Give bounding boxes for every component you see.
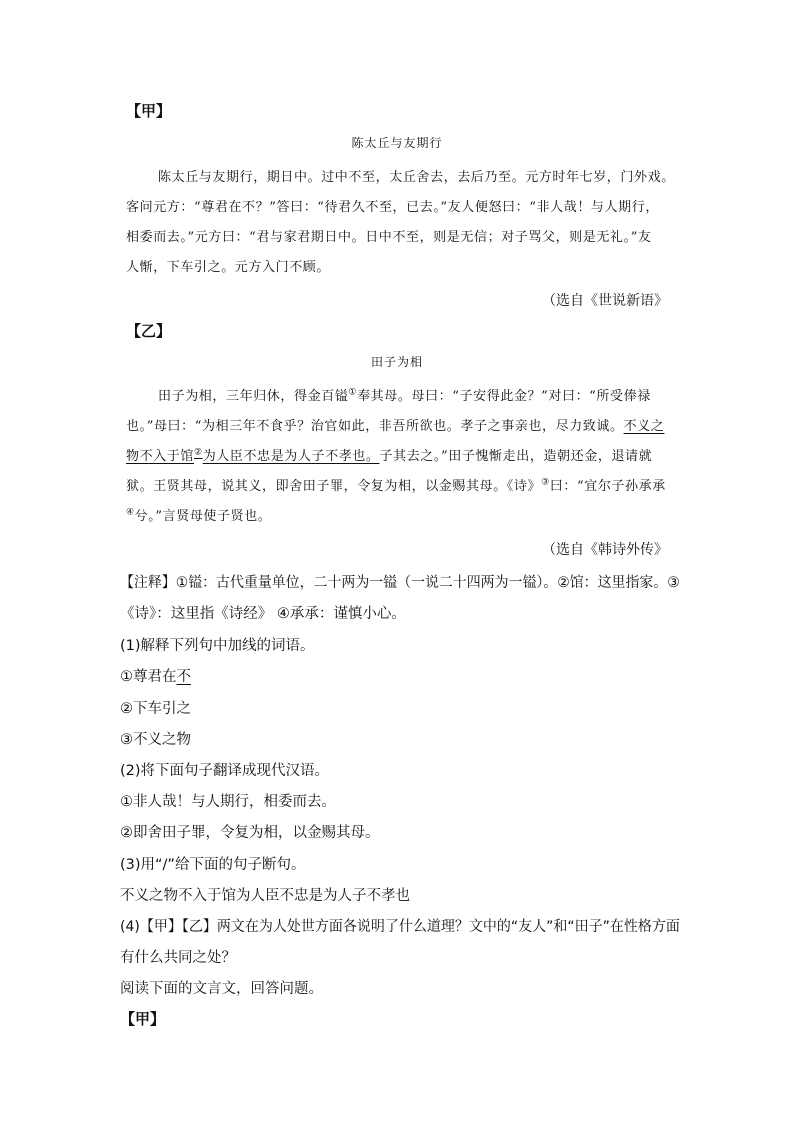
- question-1-item-3: ③不义之物: [120, 732, 191, 748]
- section-b-title: 田子为相: [370, 355, 423, 369]
- question-4-line-1: (4)【甲】【乙】两文在为人处世方面各说明了什么道理？文中的“友人”和“田子”在性格方面: [120, 919, 680, 935]
- question-4-line-2: 有什么共同之处？: [120, 950, 236, 966]
- section-b-line-2: 也。”母曰：“为相三年不食乎？治官如此，非吾所欲也。孝子之事亲也，尽力致诚。不义之: [126, 419, 665, 434]
- reading-instruction: 阅读下面的文言文，回答问题。: [120, 981, 323, 997]
- question-2-item-1: ①非人哉！与人期行，相委而去。: [120, 794, 336, 810]
- section-a-line-1: 陈太丘与友期行，期日中。过中不至，太丘舍去，去后乃至。元方时年七岁，门外戏。: [158, 170, 675, 185]
- section-b-line-4: 狱。王贤其母，说其义，即舍田子罪，令复为相，以金赐其母。《诗》③曰：“宜尔子孙承承: [126, 477, 666, 494]
- footnote-marker-2: ②: [194, 447, 203, 458]
- question-1-item-2: ②下车引之: [120, 701, 191, 717]
- section-a-title: 陈太丘与友期行: [351, 136, 443, 150]
- footnote-marker-1: ①: [348, 387, 358, 398]
- section-a-label: 【甲】: [126, 102, 172, 120]
- question-2: (2)将下面句子翻译成现代汉语。: [120, 763, 330, 779]
- question-3-text: 不义之物不入于馆为人臣不忠是为人子不孝也: [120, 888, 410, 904]
- question-1-item-1: ①尊君在不: [120, 669, 191, 685]
- underlined-sentence-part-2: 物不入于馆: [126, 449, 195, 464]
- footnote-marker-4: ④: [126, 507, 135, 518]
- notes-line-1: 【注释】①镒：古代重量单位，二十两为一镒（一说二十四两为一镒）。②馆：这里指家。③: [120, 575, 680, 591]
- section-b-line-1: 田子为相，三年归休，得金百镒①奉其母。母曰：“子安得此金？”对曰：“所受俸禄: [158, 387, 651, 404]
- section-a-line-3: 相委而去。”元方曰：“君与家君期日中。日中不至，则是无信；对子骂父，则是无礼。”友: [126, 230, 652, 245]
- section-b-line-3: 物不入于馆②为人臣不忠是为人子不孝也。子其去之。”田子愧惭走出，造朝还金，退请就: [126, 447, 653, 464]
- question-2-item-2: ②即舍田子罪，令复为相，以金赐其母。: [120, 825, 380, 841]
- footnote-marker-3: ③: [541, 477, 550, 488]
- section-b-line-5: ④兮。”言贤母使子贤也。: [126, 507, 272, 524]
- section-a-line-4: 人惭，下车引之。元方入门不顾。: [126, 260, 331, 275]
- underlined-sentence-part-1: 不义之: [623, 419, 665, 434]
- section-a-source: （选自《世说新语》: [542, 293, 668, 309]
- underlined-word: 不: [176, 669, 191, 685]
- section-b-label: 【乙】: [126, 322, 172, 340]
- section-b-source: （选自《韩诗外传》: [542, 542, 668, 558]
- next-section-label: 【甲】: [120, 1010, 166, 1028]
- question-1: (1)解释下列句中加线的词语。: [120, 638, 315, 654]
- question-3: (3)用“/”给下面的句子断句。: [120, 857, 306, 873]
- section-a-line-2: 客问元方：“尊君在不？”答曰：“待君久不至，已去。”友人便怒曰：“非人哉！与人期行，: [126, 200, 659, 215]
- underlined-sentence-part-3: 为人臣不忠是为人子不孝也。: [202, 449, 380, 464]
- notes-line-2: 《诗》：这里指《诗经》 ④承承：谨慎小心。: [120, 606, 406, 622]
